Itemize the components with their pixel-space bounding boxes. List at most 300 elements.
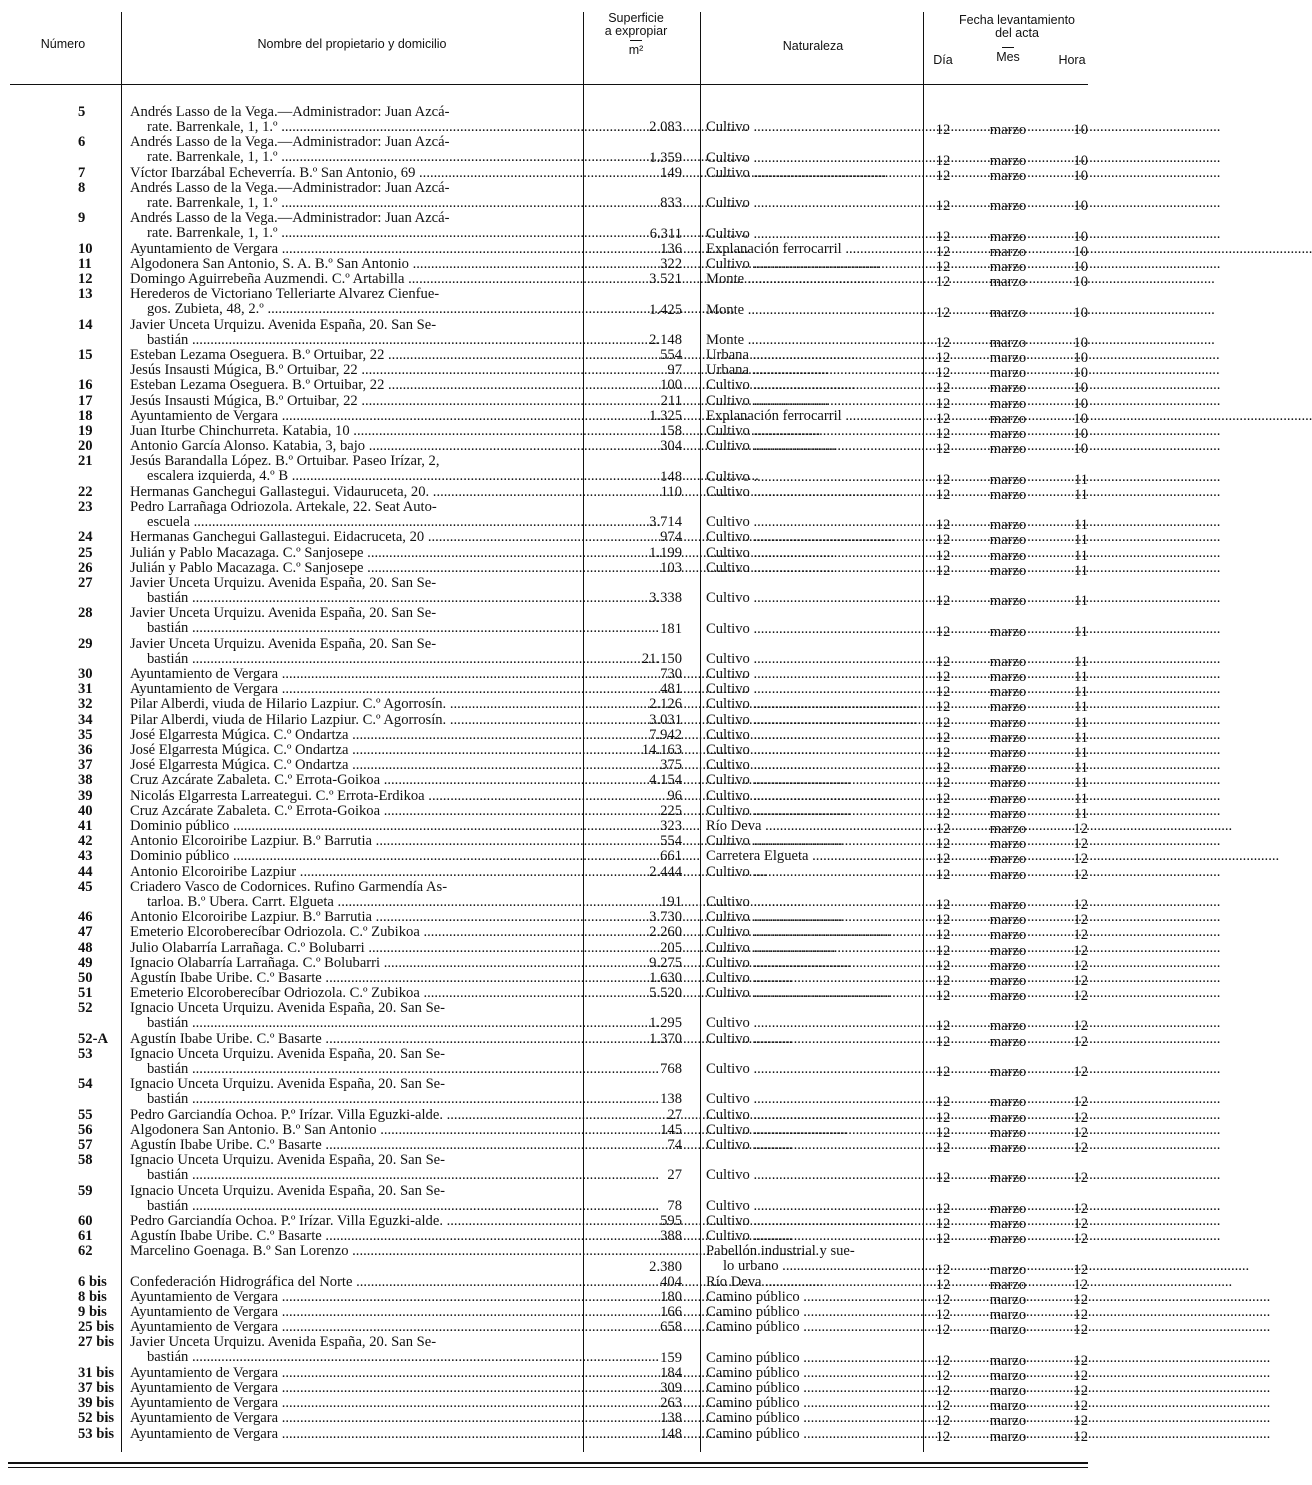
nature-value (706, 818, 918, 833)
month-value: marzo (989, 395, 1027, 412)
owner-name-line: Jesús Barandalla López. B.º Ortuibar. Paseo Irízar, 2, (130, 453, 440, 470)
nature-line: Cultivo ..... (706, 788, 918, 803)
nature-line: Cultivo ..... (706, 514, 918, 529)
nature-line: Cultivo ..... (706, 621, 918, 636)
nature-value (706, 788, 918, 803)
nature-line: Urbana ..... (706, 347, 918, 362)
owner-name (130, 1152, 574, 1182)
table-row (0, 863, 1106, 883)
nature-value (706, 256, 918, 271)
nature-value (706, 423, 918, 438)
owner-name-line: gos. Zubieta, 48, 2.º ..... (130, 301, 574, 316)
nature-value (706, 590, 918, 605)
surface-value: 1.630 (649, 969, 682, 986)
owner-name (130, 1289, 574, 1304)
row-number (10, 210, 106, 227)
month-value: marzo (989, 927, 1027, 944)
nature-value (706, 1274, 918, 1289)
table-row (0, 423, 1106, 443)
month-value: marzo (989, 1094, 1027, 1111)
row-number-text: 59 (78, 1182, 93, 1199)
owner-name (130, 1380, 574, 1395)
nature-value (706, 1350, 918, 1365)
owner-name-line: Ayuntamiento de Vergara ..... (130, 681, 574, 696)
hour-value: 11 (1073, 699, 1088, 716)
month-value: marzo (989, 593, 1027, 610)
table-row (0, 1364, 1106, 1384)
nature-line: Cultivo ..... (706, 1213, 918, 1228)
owner-name-line: Ayuntamiento de Vergara ..... (130, 1289, 574, 1304)
surface-value: 1.370 (649, 1030, 682, 1047)
nature-value (706, 271, 918, 286)
nature-line: Cultivo ..... (706, 256, 918, 271)
table-row (0, 498, 1106, 534)
hour-value: 11 (1073, 684, 1088, 701)
nature-value (706, 924, 918, 939)
month-value: marzo (989, 258, 1027, 275)
owner-name (130, 727, 574, 742)
month-value: marzo (989, 699, 1027, 716)
table-row (0, 271, 1106, 291)
hour-value: 12 (1073, 1413, 1088, 1430)
row-number-text: 38 (78, 772, 93, 789)
owner-name-line: Esteban Lezama Oseguera. B.º Ortuibar, 22 ..... (130, 377, 574, 392)
table-row (0, 210, 1106, 245)
table-row (0, 347, 1106, 367)
nature-line: Cultivo ..... (706, 727, 918, 742)
surface-value: 658 (660, 1319, 682, 1336)
row-number-text: 58 (78, 1152, 93, 1169)
day-value: 12 (935, 486, 951, 503)
day-value: 12 (935, 1383, 951, 1400)
row-number-text: 18 (78, 407, 93, 424)
hour-value: 12 (1073, 1276, 1088, 1293)
table-row (0, 529, 1106, 549)
nature-value (706, 408, 918, 423)
header-superficie-unit: m² (628, 43, 644, 57)
month-value: marzo (989, 714, 1027, 731)
owner-name-line: bastián ..... (130, 651, 574, 666)
owner-name (130, 742, 574, 757)
nature-line: Cultivo ..... (706, 165, 918, 180)
month-value: marzo (989, 198, 1027, 215)
surface-value: 9.275 (649, 954, 682, 971)
month-value: marzo (989, 365, 1027, 382)
hour-value: 12 (1073, 1383, 1088, 1400)
surface-value: 110 (660, 483, 682, 500)
month-value: marzo (989, 775, 1027, 792)
row-number-text: 17 (78, 392, 93, 409)
surface-value: 1.425 (649, 301, 682, 318)
row-number-text: 8 (78, 179, 86, 196)
day-value: 12 (935, 395, 951, 412)
day-value: 12 (935, 471, 951, 488)
month-value: marzo (989, 1291, 1027, 1308)
day-value: 12 (935, 517, 951, 534)
hour-value: 12 (1073, 1261, 1088, 1278)
owner-name (130, 681, 574, 696)
table-row (0, 1288, 1106, 1308)
surface-value: 2.444 (649, 863, 682, 880)
surface-value: 21.150 (641, 650, 682, 667)
row-number-text: 14 (78, 316, 93, 333)
owner-name (130, 545, 574, 560)
hour-value: 12 (1073, 957, 1088, 974)
nature-value (706, 1289, 918, 1304)
nature-line: Cultivo ..... (706, 970, 918, 985)
table-row (0, 1228, 1106, 1248)
row-number (10, 180, 106, 197)
day-value: 12 (935, 410, 951, 427)
header-nombre: Nombre del propietario y domicilio (257, 37, 447, 51)
hour-value: 12 (1073, 1398, 1088, 1415)
hour-value: 11 (1073, 623, 1088, 640)
nature-value (706, 1167, 918, 1182)
nature-line: Camino público ..... (706, 1426, 918, 1441)
hour-value: 12 (1073, 1307, 1088, 1324)
hour-value: 12 (1073, 1215, 1088, 1232)
nature-line: Cultivo ..... (706, 469, 918, 484)
day-value: 12 (935, 957, 951, 974)
owner-name-line: Domingo Aguirrebeña Auzmendi. C.º Artabilla ..... (130, 271, 574, 286)
surface-value: 166 (660, 1304, 682, 1321)
surface-value: 481 (660, 681, 682, 698)
day-value: 12 (935, 866, 951, 883)
row-number-text: 52-A (78, 1030, 108, 1047)
nature-value (706, 1426, 918, 1441)
table-row (0, 848, 1106, 868)
hour-value: 12 (1073, 1064, 1088, 1081)
nature-line: Cultivo ..... (706, 529, 918, 544)
month-value: marzo (989, 1352, 1027, 1369)
day-value: 12 (935, 258, 951, 275)
table-row (0, 544, 1106, 564)
month-value: marzo (989, 896, 1027, 913)
nature-value (706, 940, 918, 955)
month-value: marzo (989, 1139, 1027, 1156)
row-number-text: 39 bis (78, 1395, 115, 1412)
owner-name-line: rate. Barrenkale, 1, 1.º ..... (130, 225, 574, 240)
month-value: marzo (989, 669, 1027, 686)
day-value: 12 (935, 623, 951, 640)
day-value: 12 (935, 1215, 951, 1232)
owner-name-line: Ayuntamiento de Vergara ..... (130, 1319, 574, 1334)
table-row (0, 772, 1106, 792)
table-row (0, 1121, 1106, 1141)
owner-name (130, 1228, 574, 1243)
owner-name-line: Jesús Insausti Múgica, B.º Ortuibar, 22 ..... (130, 393, 574, 408)
owner-name (130, 165, 574, 180)
table-row (0, 453, 1106, 488)
row-number-text: 49 (78, 954, 93, 971)
day-value: 12 (935, 805, 951, 822)
nature-value (706, 1198, 918, 1213)
surface-value: 27 (667, 1167, 682, 1184)
nature-line: Cultivo ..... (706, 393, 918, 408)
row-number-text: 25 (78, 544, 93, 561)
nature-value (706, 803, 918, 818)
row-number-text: 57 (78, 1136, 93, 1153)
nature-line: Explanación ferrocarril ..... (706, 241, 918, 256)
owner-name-line: Ignacio Unceta Urquizu. Avenida España, 20. San Se- (130, 1152, 446, 1169)
month-value: marzo (989, 562, 1027, 579)
owner-name-line: Ignacio Unceta Urquizu. Avenida España, 20. San Se- (130, 1182, 446, 1199)
row-number-text: 53 (78, 1045, 93, 1062)
surface-value: 388 (660, 1228, 682, 1245)
owner-name-line: Criadero Vasco de Codornices. Rufino Garmendía As- (130, 878, 448, 895)
nature-line: Carretera Elgueta ..... (706, 848, 918, 863)
surface-value: 3.338 (649, 590, 682, 607)
owner-name (130, 241, 574, 256)
table-row (0, 1334, 1106, 1369)
nature-line: Cultivo ..... (706, 590, 918, 605)
owner-name-line: escalera izquierda, 4.º B ..... (130, 468, 574, 483)
month-value: marzo (989, 547, 1027, 564)
surface-value: 974 (660, 529, 682, 546)
hour-value: 11 (1073, 760, 1088, 777)
owner-name (130, 1076, 574, 1106)
nature-value (706, 514, 918, 529)
nature-line: Cultivo ..... (706, 757, 918, 772)
day-value: 12 (935, 122, 951, 139)
surface-value: 181 (660, 620, 682, 637)
surface-value: 136 (660, 240, 682, 257)
nature-line: Cultivo ..... (706, 909, 918, 924)
nature-line: Cultivo ..... (706, 666, 918, 681)
nature-value (706, 864, 918, 879)
owner-name-line: Pilar Alberdi, viuda de Hilario Lazpiur. C.º Agorrosín. ..... (130, 696, 574, 711)
table-row (0, 1030, 1106, 1050)
nature-value (706, 955, 918, 970)
nature-line: Cultivo ..... (706, 681, 918, 696)
row-number-text: 32 (78, 696, 93, 713)
table-row (0, 179, 1106, 215)
hour-value: 12 (1073, 1139, 1088, 1156)
hour-value: 11 (1073, 517, 1088, 534)
owner-name (130, 1031, 574, 1046)
surface-value: 145 (660, 1121, 682, 1138)
row-number (10, 605, 106, 622)
nature-value (706, 848, 918, 863)
month-value: marzo (989, 972, 1027, 989)
owner-name (130, 666, 574, 681)
table-row (0, 924, 1106, 944)
owner-name (130, 134, 574, 164)
table-row (0, 1319, 1106, 1339)
day-value: 12 (935, 972, 951, 989)
surface-value: 2.083 (649, 119, 682, 136)
table-row (0, 316, 1106, 351)
month-value: marzo (989, 517, 1027, 534)
surface-value: 149 (660, 164, 682, 181)
day-value: 12 (935, 1276, 951, 1293)
nature-line: Cultivo ..... (706, 985, 918, 1000)
owner-name-line: Ayuntamiento de Vergara ..... (130, 1365, 574, 1380)
day-value: 12 (935, 1322, 951, 1339)
owner-name-line: Agustín Ibabe Uribe. C.º Basarte ..... (130, 1137, 574, 1152)
surface-value: 4.154 (649, 772, 682, 789)
owner-name-line: Pedro Garciandía Ochoa. P.º Irízar. Villa Eguzki-alde. ..... (130, 1213, 574, 1228)
day-value: 12 (935, 1231, 951, 1248)
day-value: 12 (935, 760, 951, 777)
surface-value: 14.163 (641, 742, 682, 759)
table-row (0, 1380, 1106, 1400)
owner-name (130, 1334, 574, 1364)
hour-value: 10 (1073, 198, 1088, 215)
table-row (0, 909, 1106, 929)
hour-value: 12 (1073, 851, 1088, 868)
day-value: 12 (935, 988, 951, 1005)
month-value: marzo (989, 623, 1027, 640)
hour-value: 11 (1073, 547, 1088, 564)
hour-value: 12 (1073, 1291, 1088, 1308)
owner-name-line: bastián ..... (130, 332, 574, 347)
row-number-text: 21 (78, 453, 93, 470)
header-rule (10, 84, 1088, 85)
nature-line: Cultivo ..... (706, 864, 918, 879)
table-row (0, 1136, 1106, 1156)
row-number-text: 22 (78, 483, 93, 500)
day-value: 12 (935, 1033, 951, 1050)
header-superficie-l2: a expropiar (604, 24, 668, 38)
owner-name (130, 970, 574, 985)
row-number-text: 39 (78, 787, 93, 804)
nature-line: Pabellón industrial y sue- (706, 1243, 855, 1260)
table-row (0, 1000, 1106, 1035)
nature-value (706, 545, 918, 560)
row-number-text: 16 (78, 377, 93, 394)
surface-value: 1.325 (649, 407, 682, 424)
row-number-text: 61 (78, 1228, 93, 1245)
hour-value: 12 (1073, 1124, 1088, 1141)
row-number-text: 31 bis (78, 1364, 115, 1381)
nature-line: Cultivo ..... (706, 1122, 918, 1137)
month-value: marzo (989, 1109, 1027, 1126)
row-number-text: 34 (78, 711, 93, 728)
day-value: 12 (935, 1352, 951, 1369)
table-row (0, 1425, 1106, 1445)
month-value: marzo (989, 805, 1027, 822)
hour-value: 11 (1073, 669, 1088, 686)
nature-line: Cultivo ..... (706, 377, 918, 392)
surface-value: 74 (667, 1136, 682, 1153)
hour-value: 10 (1073, 350, 1088, 367)
table-row (0, 362, 1106, 382)
owner-name (130, 1046, 574, 1076)
row-number-text: 55 (78, 1106, 93, 1123)
day-value: 12 (935, 653, 951, 670)
owner-name-line: Javier Unceta Urquizu. Avenida España, 20. San Se- (130, 605, 437, 622)
day-value: 12 (935, 1109, 951, 1126)
hour-value: 12 (1073, 1200, 1088, 1217)
surface-value: 96 (667, 787, 682, 804)
surface-value: 211 (660, 392, 682, 409)
nature-value (706, 1061, 918, 1076)
hour-value: 12 (1073, 1428, 1088, 1445)
hour-value: 11 (1073, 471, 1088, 488)
day-value: 12 (935, 562, 951, 579)
month-value: marzo (989, 304, 1027, 321)
hour-value: 12 (1073, 1170, 1088, 1187)
table-row (0, 1410, 1106, 1430)
day-value: 12 (935, 334, 951, 351)
row-number-text: 54 (78, 1076, 93, 1093)
owner-name (130, 818, 574, 833)
table-row (0, 681, 1106, 701)
table-row (0, 255, 1106, 275)
month-value: marzo (989, 122, 1027, 139)
nature-value (706, 712, 918, 727)
nature-line: Camino público ..... (706, 1380, 918, 1395)
nature-value (706, 666, 918, 681)
row-number-text: 36 (78, 742, 93, 759)
owner-name (130, 879, 574, 909)
nature-value (706, 1015, 918, 1030)
owner-name (130, 271, 574, 286)
owner-name (130, 529, 574, 544)
surface-value: 375 (660, 757, 682, 774)
nature-value (706, 529, 918, 544)
surface-value: 138 (660, 1091, 682, 1108)
owner-name-line: bastián ..... (130, 1015, 574, 1030)
owner-name (130, 362, 574, 377)
surface-value: 2.380 (649, 1258, 682, 1275)
surface-value: 100 (660, 377, 682, 394)
day-value: 12 (935, 745, 951, 762)
row-number-text: 52 bis (78, 1410, 115, 1427)
owner-name (130, 377, 574, 392)
table-row (0, 1212, 1106, 1232)
owner-name (130, 1137, 574, 1152)
owner-name (130, 408, 574, 423)
month-value: marzo (989, 152, 1027, 169)
owner-name-line: bastián ..... (130, 1198, 574, 1213)
owner-name (130, 1274, 574, 1289)
nature-line: Cultivo ..... (706, 1107, 918, 1122)
day-value: 12 (935, 1307, 951, 1324)
table-row (0, 164, 1106, 184)
row-number-text: 52 (78, 1000, 93, 1017)
hour-value: 12 (1073, 988, 1088, 1005)
owner-name-line: bastián ..... (130, 1349, 574, 1364)
day-value: 12 (935, 304, 951, 321)
owner-name (130, 1000, 574, 1030)
row-number-text: 40 (78, 802, 93, 819)
day-value: 12 (935, 152, 951, 169)
hour-value: 10 (1073, 426, 1088, 443)
nature-value (706, 1122, 918, 1137)
nature-value (706, 1091, 918, 1106)
table-row (0, 286, 1106, 321)
day-value: 12 (935, 426, 951, 443)
table-row (0, 696, 1106, 716)
hour-value: 11 (1073, 714, 1088, 731)
month-value: marzo (989, 684, 1027, 701)
table-row (0, 742, 1106, 762)
month-value: marzo (989, 167, 1027, 184)
owner-name-line: Julián y Pablo Macazaga. C.º Sanjosepe ..... (130, 560, 574, 575)
hour-value: 10 (1073, 410, 1088, 427)
nature-value (706, 1395, 918, 1410)
nature-line: Camino público ..... (706, 1410, 918, 1425)
day-value: 12 (935, 1124, 951, 1141)
hour-value: 11 (1073, 486, 1088, 503)
row-number-text: 25 bis (78, 1319, 115, 1336)
surface-value: 3.031 (649, 711, 682, 728)
nature-line: Camino público ..... (706, 1350, 918, 1365)
owner-name (130, 1107, 574, 1122)
nature-line: Explanación ferrocarril ..... (706, 408, 918, 423)
